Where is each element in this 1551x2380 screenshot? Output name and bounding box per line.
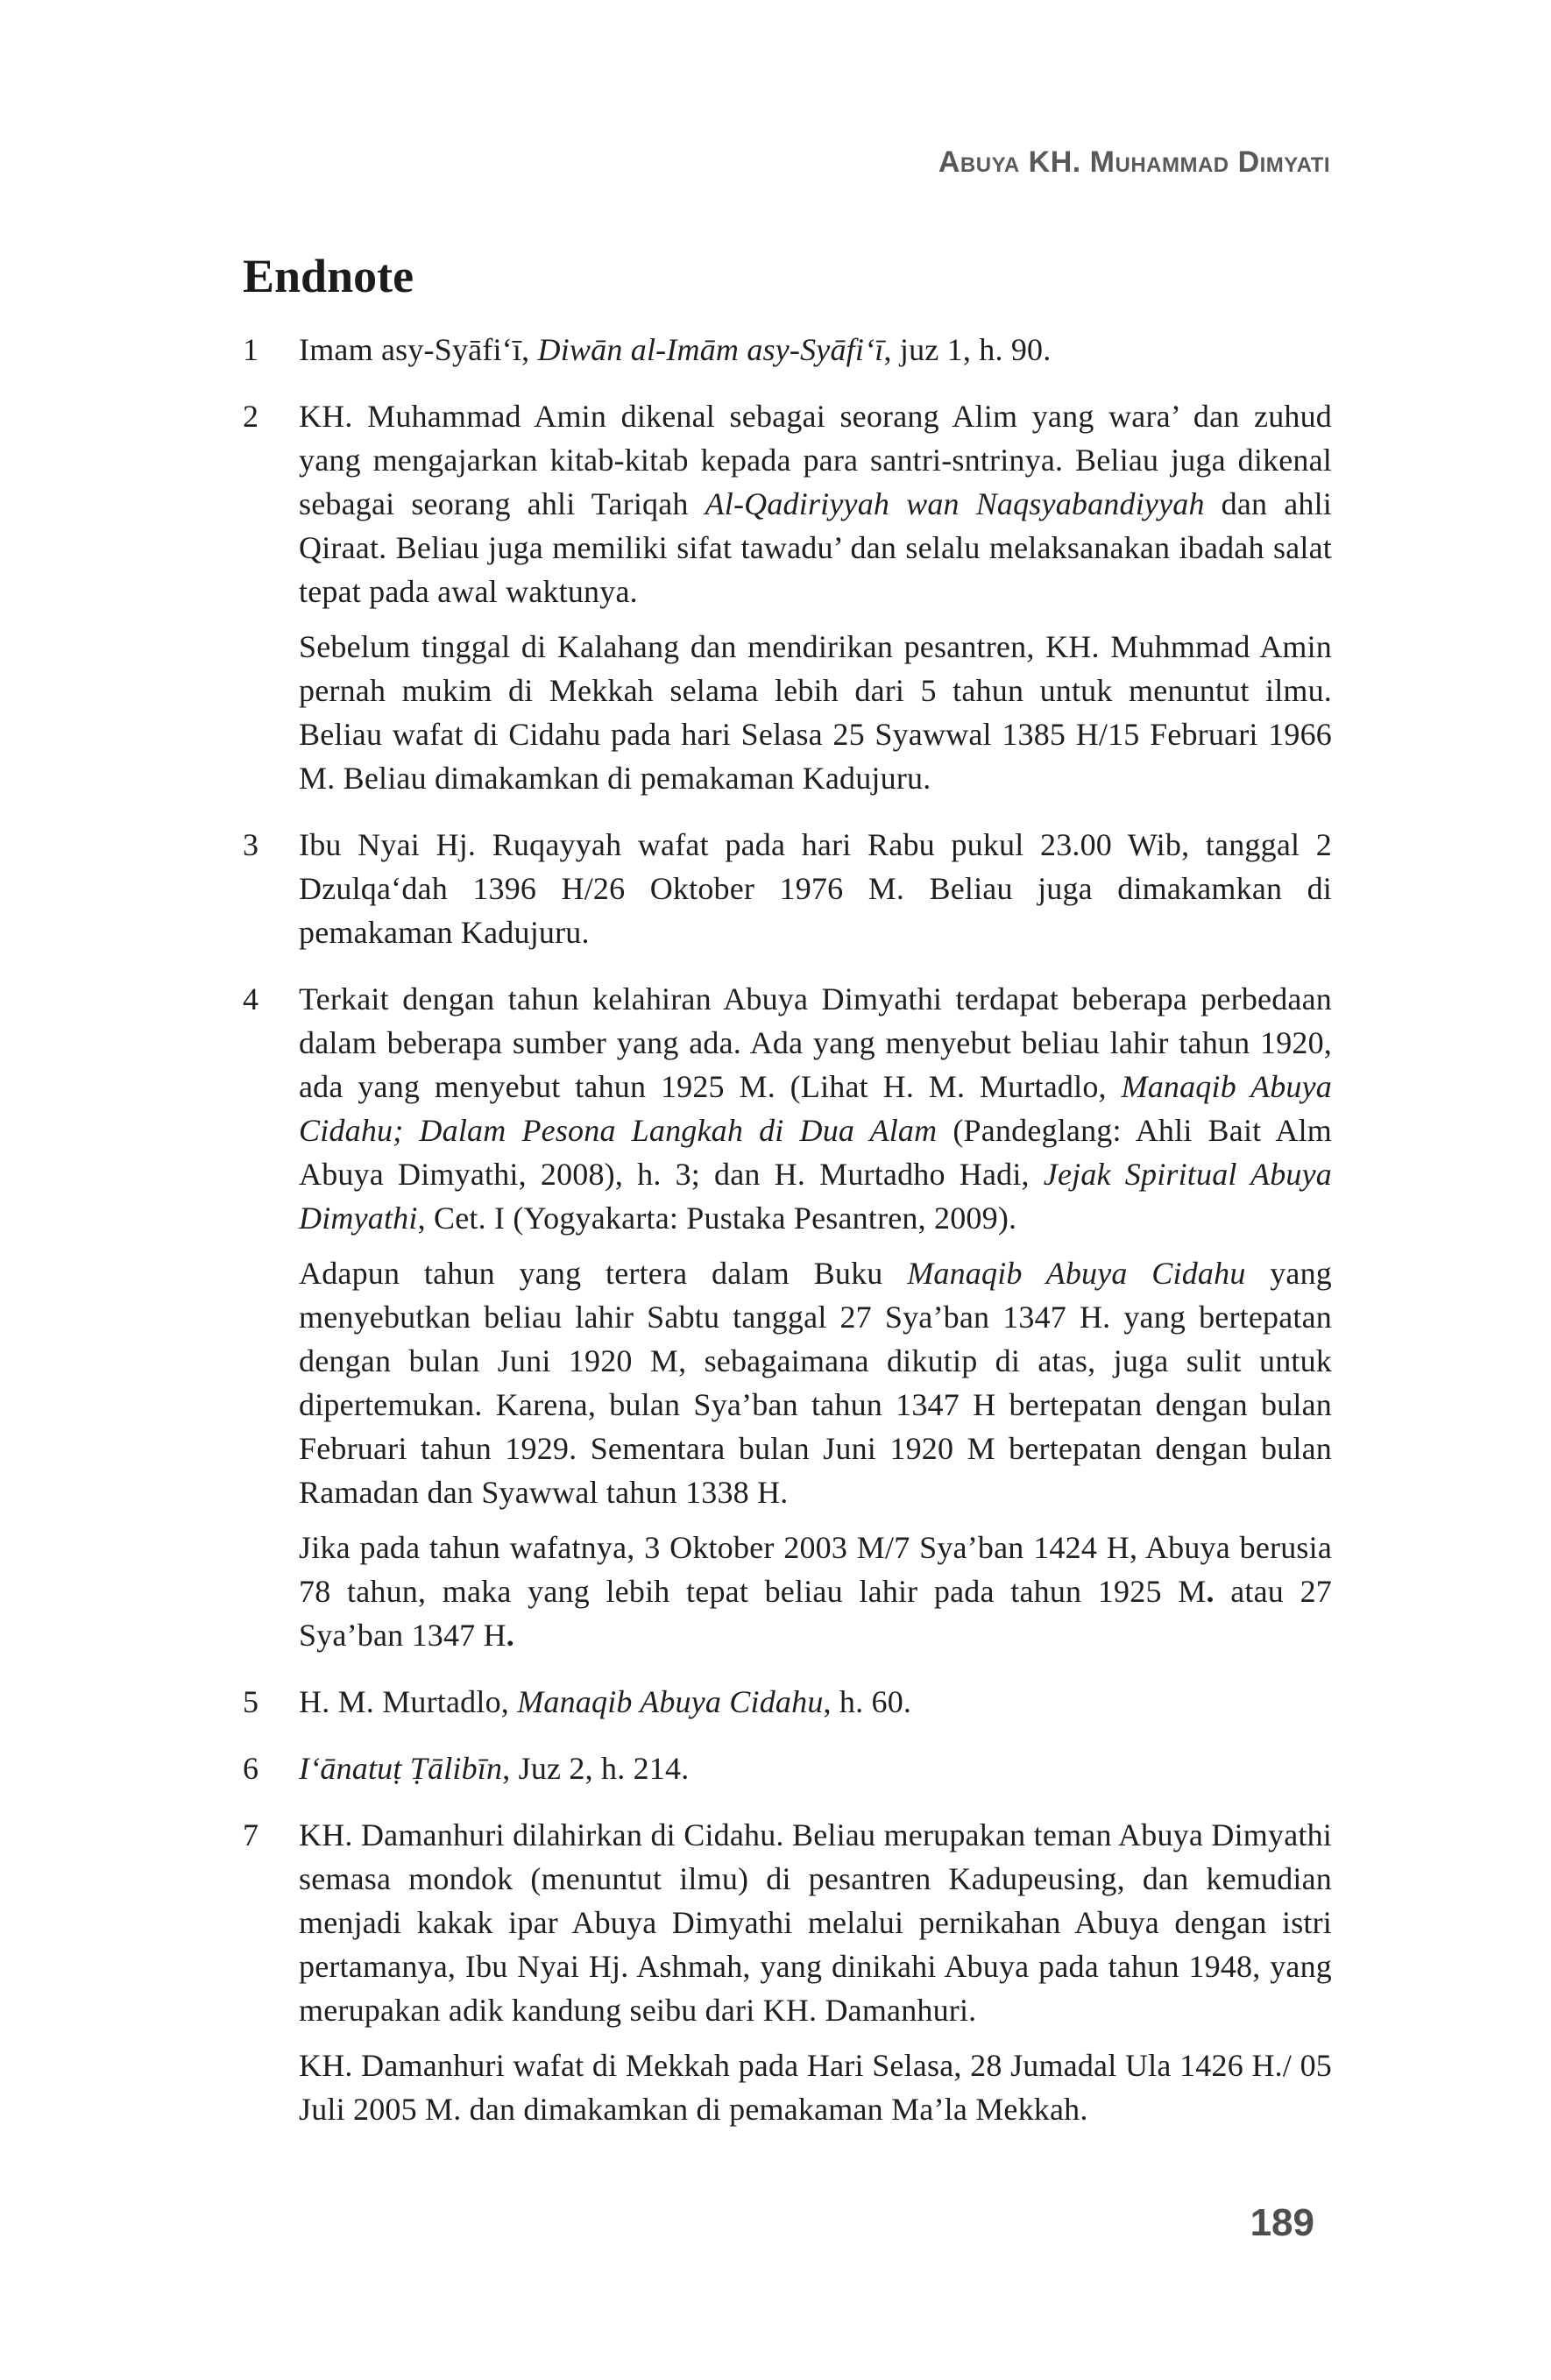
endnote-item: [243, 1746, 1332, 1802]
endnote-body: [299, 394, 1332, 811]
text-segment: Manaqib Abuya Cidahu; Dalam Pesona Langkah di Dua Alam: [299, 1069, 1332, 1148]
endnote-paragraph: [299, 394, 1332, 613]
text-segment: , h. 60.: [823, 1684, 912, 1719]
text-segment: Sebelum tinggal di Kalahang dan mendirikan pesantren, KH. Muhmmad Amin pernah mukim di Mekkah selama lebih dari 5 tahun untuk menuntut ilmu. Beliau wafat di Cidahu pada hari Selasa 25 Syawwal 1385 H/15 Februari 1966 M. Beliau dimakamkan di pemakaman Kadujuru.: [299, 629, 1332, 796]
text-segment: .: [1206, 1574, 1215, 1609]
text-segment: , Juz 2, h. 214.: [502, 1751, 690, 1786]
text-segment: Jika pada tahun wafatnya, 3 Oktober 2003 M/7 Sya’ban 1424 H, Abuya berusia 78 tahun, maka yang lebih tepat beliau lahir pada tahun 1925 M: [299, 1530, 1332, 1609]
endnote-paragraph: [299, 2044, 1332, 2131]
endnote-paragraph: [299, 1746, 1332, 1790]
endnote-number: 6: [243, 1751, 259, 1786]
text-segment: Ibu Nyai Hj. Ruqayyah wafat pada hari Rabu pukul 23.00 Wib, tanggal 2 Dzulqaʻdah 1396 H/26 Oktober 1976 M. Beliau juga dimakamkan di pemakaman Kadujuru.: [299, 827, 1332, 950]
endnote-body: [299, 1746, 1332, 1802]
text-segment: Manaqib Abuya Cidahu: [907, 1256, 1246, 1291]
running-header: Abuya KH. Muhammad Dimyati: [938, 145, 1330, 179]
text-segment: Manaqib Abuya Cidahu: [517, 1684, 824, 1719]
endnotes-list: [243, 328, 1332, 2131]
text-segment: H. M. Murtadlo,: [299, 1684, 518, 1719]
text-segment: Iʻānatuṭ Ṭālibīn: [299, 1751, 503, 1786]
text-segment: yang menyebutkan beliau lahir Sabtu tanggal 27 Sya’ban 1347 H. yang bertepatan dengan bulan Juni 1920 M, sebagaimana dikutip di atas, juga sulit untuk dipertemukan. Karena, bulan Sya’ban tahun 1347 H bertepatan dengan bulan Februari tahun 1929. Sementara bulan Juni 1920 M bertepatan dengan bulan Ramadan dan Syawwal tahun 1338 H.: [299, 1256, 1332, 1510]
text-segment: atau 27 Sya’ban 1347 H: [299, 1574, 1332, 1653]
endnote-body: [299, 823, 1332, 966]
endnote-body: [299, 1680, 1332, 1735]
endnote-number: 5: [243, 1684, 259, 1719]
text-segment: Diwān al-Imām asy-Syāfiʻī: [537, 332, 884, 367]
text-segment: (Pandeglang: Ahli Bait Alm Abuya Dimyathi, 2008), h. 3; dan H. Murtadho Hadi,: [299, 1113, 1332, 1192]
endnote-number: 7: [243, 1817, 259, 1852]
text-segment: , juz 1, h. 90.: [883, 332, 1052, 367]
endnote-body: [299, 977, 1332, 1668]
endnote-body: [299, 328, 1332, 383]
text-segment: Adapun tahun yang tertera dalam Buku: [299, 1256, 908, 1291]
endnote-number: 4: [243, 981, 259, 1016]
endnote-body: [299, 1813, 1332, 2131]
endnote-item: [243, 977, 1332, 1668]
endnote-paragraph: [299, 977, 1332, 1240]
endnote-number: 1: [243, 332, 259, 367]
endnote-paragraph: [299, 1526, 1332, 1657]
page-title: Endnote: [243, 250, 414, 302]
text-segment: Jejak Spiritual Abuya Dimyathi: [299, 1157, 1332, 1236]
endnote-paragraph: [299, 328, 1332, 372]
text-segment: dan ahli Qiraat. Beliau juga memiliki sifat tawadu’ dan selalu melaksanakan ibadah salat tepat pada awal waktunya.: [299, 486, 1332, 609]
endnote-number: 3: [243, 827, 259, 862]
page-number: 189: [1250, 2201, 1314, 2244]
endnote-item: [243, 1813, 1332, 2131]
endnote-paragraph: [299, 823, 1332, 954]
endnote-item: [243, 1680, 1332, 1735]
text-segment: KH. Damanhuri dilahirkan di Cidahu. Beliau merupakan teman Abuya Dimyathi semasa mondok (menuntut ilmu) di pesantren Kadupeusing, dan kemudian menjadi kakak ipar Abuya Dimyathi melalui pernikahan Abuya dengan istri pertamanya, Ibu Nyai Hj. Ashmah, yang dinikahi Abuya pada tahun 1948, yang merupakan adik kandung seibu dari KH. Damanhuri.: [299, 1817, 1332, 2028]
text-segment: Imam asy-Syāfiʻī,: [299, 332, 538, 367]
text-segment: KH. Muhammad Amin dikenal sebagai seorang Alim yang wara’ dan zuhud yang mengajarkan kitab-kitab kepada para santri-sntrinya. Beliau juga dikenal sebagai seorang ahli Tariqah: [299, 399, 1332, 521]
endnote-number: 2: [243, 399, 259, 434]
endnote-paragraph: [299, 625, 1332, 800]
text-segment: Terkait dengan tahun kelahiran Abuya Dimyathi terdapat beberapa perbedaan dalam beberapa sumber yang ada. Ada yang menyebut beliau lahir tahun 1920, ada yang menyebut tahun 1925 M. (Lihat H. M. Murtadlo,: [299, 981, 1332, 1104]
endnote-item: [243, 823, 1332, 966]
endnote-paragraph: [299, 1813, 1332, 2032]
endnote-item: [243, 328, 1332, 383]
text-segment: , Cet. I (Yogyakarta: Pustaka Pesantren, 2009).: [417, 1201, 1017, 1236]
text-segment: KH. Damanhuri wafat di Mekkah pada Hari Selasa, 28 Jumadal Ula 1426 H./ 05 Juli 2005 M. dan dimakamkan di pemakaman Ma’la Mekkah.: [299, 2048, 1332, 2127]
text-segment: .: [506, 1618, 514, 1653]
text-segment: Al-Qadiriyyah wan Naqsyabandiyyah: [705, 486, 1205, 521]
endnote-paragraph: [299, 1680, 1332, 1724]
endnote-paragraph: [299, 1251, 1332, 1514]
endnote-item: [243, 394, 1332, 811]
